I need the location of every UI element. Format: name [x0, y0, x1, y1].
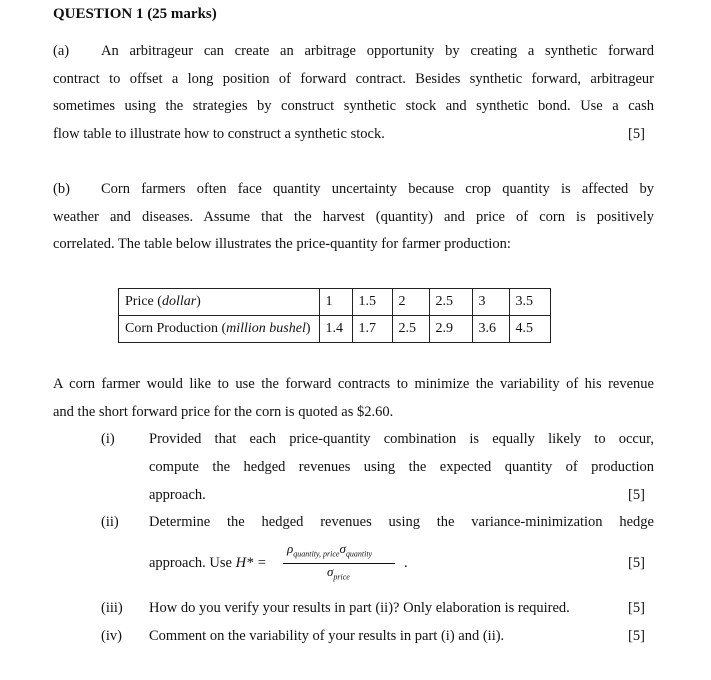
sub-ii-line-2: approach. Use H* = [149, 555, 267, 571]
sub-iii-label: (iii) [101, 600, 123, 616]
price-row-label: Price (dollar) [119, 289, 320, 316]
part-a-line-3: sometimes using the strategies by construct synthetic stock and synthetic bond. Use a cash [53, 98, 654, 114]
sub-iii-text: How do you verify your results in part (ii)? Only elaboration is required. [149, 600, 570, 616]
table-cell: 1 [319, 289, 352, 316]
table-cell: 1.4 [319, 316, 352, 343]
formula-numerator: $\rho_{quantity, price}\sigma_{quantity}$ [287, 541, 373, 559]
table-cell: 3.5 [509, 289, 550, 316]
intro-line-2: and the short forward price for the corn is quoted as $2.60. [53, 404, 394, 420]
sub-iii-marks: [5] [628, 600, 645, 616]
table-cell: 2.9 [429, 316, 472, 343]
intro-line-1: A corn farmer would like to use the forward contracts to minimize the variability of his revenue [53, 376, 654, 392]
sub-i-line-1: Provided that each price-quantity combination is equally likely to occur, [149, 431, 654, 447]
part-a-marks: [5] [628, 126, 645, 142]
part-b-label: (b) [53, 181, 70, 197]
hedge-ratio-formula [283, 541, 403, 589]
sub-i-marks: [5] [628, 487, 645, 503]
price-quantity-table [118, 288, 551, 343]
sub-iv-marks: [5] [628, 628, 645, 644]
sub-ii-label: (ii) [101, 514, 119, 530]
part-b-line-2: weather and diseases. Assume that the harvest (quantity) and price of corn is positively [53, 209, 654, 225]
quantity-row-label: Corn Production (million bushel) [119, 316, 320, 343]
table-cell: 3 [472, 289, 509, 316]
part-b-line-3: correlated. The table below illustrates the price-quantity for farmer production: [53, 236, 511, 252]
table-cell: 2.5 [392, 316, 429, 343]
table-row-quantity [119, 316, 551, 343]
table-cell: 3.6 [472, 316, 509, 343]
table-cell: 2 [392, 289, 429, 316]
formula-lhs: H* = [235, 555, 267, 571]
sub-ii-line-1: Determine the hedged revenues using the variance-minimization hedge [149, 514, 654, 530]
part-a-line-1: An arbitrageur can create an arbitrage opportunity by creating a synthetic forward [101, 43, 654, 59]
table-cell: 4.5 [509, 316, 550, 343]
sub-i-line-2: compute the hedged revenues using the expected quantity of production [149, 459, 654, 475]
sub-ii-marks: [5] [628, 555, 645, 571]
table-cell: 1.7 [352, 316, 392, 343]
part-b-line-1: Corn farmers often face quantity uncertainty because crop quantity is affected by [101, 181, 654, 197]
sub-iv-text: Comment on the variability of your results in part (i) and (ii). [149, 628, 505, 644]
formula-period: . [404, 555, 408, 571]
part-a-label: (a) [53, 43, 70, 59]
part-a-line-2: contract to offset a long position of forward contract. Besides synthetic forward, arbitrageur [53, 71, 654, 87]
table-cell: 2.5 [429, 289, 472, 316]
sub-iv-label: (iv) [101, 628, 122, 644]
sub-i-label: (i) [101, 431, 115, 447]
table-row-price [119, 289, 551, 316]
part-a-line-4: flow table to illustrate how to construct a synthetic stock. [53, 126, 385, 142]
question-title: QUESTION 1 (25 marks) [53, 6, 217, 22]
formula-denominator: $\sigma_{price}$ [327, 564, 350, 582]
sub-i-line-3: approach. [149, 487, 206, 503]
table-cell: 1.5 [352, 289, 392, 316]
